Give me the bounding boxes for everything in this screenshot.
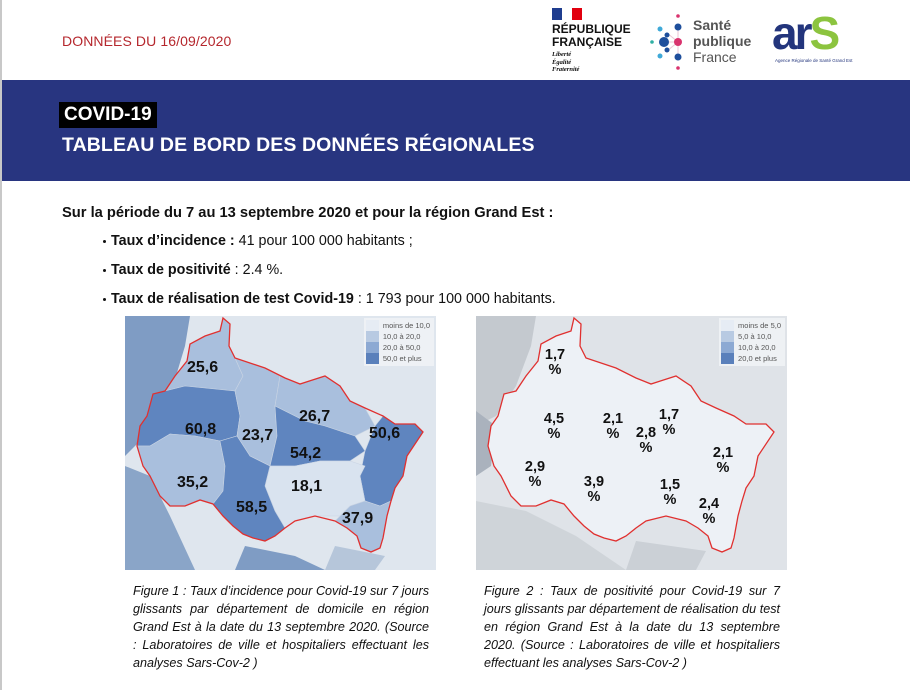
ars-grand-est-logo: arS Agence Régionale de Santé Grand Est	[772, 8, 862, 78]
legend-swatch	[721, 342, 734, 353]
dept-positivity-meurthe-et-moselle: 2,8 %	[635, 425, 657, 456]
dept-positivity-bas-rhin: 2,1 %	[712, 445, 734, 476]
dept-value-ardennes: 25,6	[187, 359, 219, 376]
dept-value-haute-marne: 58,5	[236, 499, 268, 516]
dept-value-meurthe-et-moselle: 54,2	[290, 445, 322, 462]
sante-publique-france-logo	[648, 12, 778, 72]
title-banner	[2, 80, 910, 181]
summary-list	[103, 233, 556, 320]
dept-value-meuse: 23,7	[242, 427, 274, 444]
summary-item-testing-rate: Taux de réalisation de test Covid-19 : 1 793 pour 100 000 habitants.	[103, 291, 556, 320]
dept-value-bas-rhin: 50,6	[369, 425, 401, 442]
partner-logos	[540, 0, 910, 80]
dept-positivity-moselle: 1,7 %	[658, 407, 680, 438]
positivity-map	[476, 316, 787, 570]
dept-positivity-vosges: 1,5 %	[659, 477, 681, 508]
legend-swatch	[721, 320, 734, 331]
bullet-icon	[103, 298, 106, 301]
dept-value-haut-rhin: 37,9	[342, 510, 374, 527]
dept-value-marne: 60,8	[185, 421, 217, 438]
figure-2-caption: Figure 2 : Taux de positivité pour Covid-19 sur 7 jours glissants par département de réalisation du test en région Grand Est à la date du 13 septembre 2020. (Source : Laboratoires de ville et hospitaliers effectuant les analyses Sars-Cov-2 )	[484, 584, 780, 670]
legend-item: 50,0 et plus	[366, 353, 430, 364]
legend-item: 10,0 à 20,0	[366, 331, 430, 342]
figure-1-caption: Figure 1 : Taux d’incidence pour Covid-19 sur 7 jours glissants par département de domicile en région Grand Est à la date du 13 septembre 2020. (Source : Laboratoires de ville et hospitaliers effectuant les analyses Sars-Cov-2 )	[133, 584, 429, 670]
dept-positivity-aube: 2,9 %	[524, 459, 546, 490]
page-title: TABLEAU DE BORD DES DONNÉES RÉGIONALES	[62, 134, 535, 156]
dept-positivity-haute-marne: 3,9 %	[583, 474, 605, 505]
legend-swatch	[366, 342, 379, 353]
french-flag-icon	[552, 8, 582, 20]
legend-item: moins de 10,0	[366, 320, 430, 331]
ars-subtitle: Agence Régionale de Santé Grand Est	[775, 58, 853, 63]
incidence-map	[125, 316, 436, 570]
dept-value-vosges: 18,1	[291, 478, 323, 495]
republique-francaise-logo	[552, 8, 632, 74]
legend-swatch	[721, 331, 734, 342]
data-date: DONNÉES DU 16/09/2020	[62, 33, 232, 49]
dept-positivity-meuse: 2,1 %	[602, 411, 624, 442]
legend-item: 5,0 à 10,0	[721, 331, 781, 342]
sante-publique-text: Santé publique France	[693, 17, 752, 65]
dept-value-aube: 35,2	[177, 474, 209, 491]
bullet-icon	[103, 240, 106, 243]
summary-item-positivity: Taux de positivité : 2.4 %.	[103, 262, 556, 291]
summary-item-incidence: Taux d’incidence : 41 pour 100 000 habitants ;	[103, 233, 556, 262]
incidence-legend	[364, 318, 434, 366]
bullet-icon	[103, 269, 106, 272]
legend-swatch	[721, 353, 734, 364]
legend-item: 20,0 et plus	[721, 353, 781, 364]
legend-swatch	[366, 331, 379, 342]
republique-name: RÉPUBLIQUE FRANÇAISE	[552, 22, 631, 49]
dept-positivity-marne: 4,5 %	[543, 411, 565, 442]
molecule-icon	[648, 12, 692, 72]
dept-positivity-ardennes: 1,7 %	[544, 347, 566, 378]
covid-tag: COVID-19	[59, 102, 157, 128]
dept-value-moselle-north: 26,7	[299, 408, 331, 425]
legend-swatch	[366, 353, 379, 364]
legend-item: 20,0 à 50,0	[366, 342, 430, 353]
legend-swatch	[366, 320, 379, 331]
legend-item: moins de 5,0	[721, 320, 781, 331]
dept-positivity-haut-rhin: 2,4 %	[698, 496, 720, 527]
summary-intro: Sur la période du 7 au 13 septembre 2020 et pour la région Grand Est :	[62, 205, 554, 221]
republique-motto: Liberté Égalité Fraternité	[552, 51, 580, 73]
legend-item: 10,0 à 20,0	[721, 342, 781, 353]
positivity-legend	[719, 318, 785, 366]
